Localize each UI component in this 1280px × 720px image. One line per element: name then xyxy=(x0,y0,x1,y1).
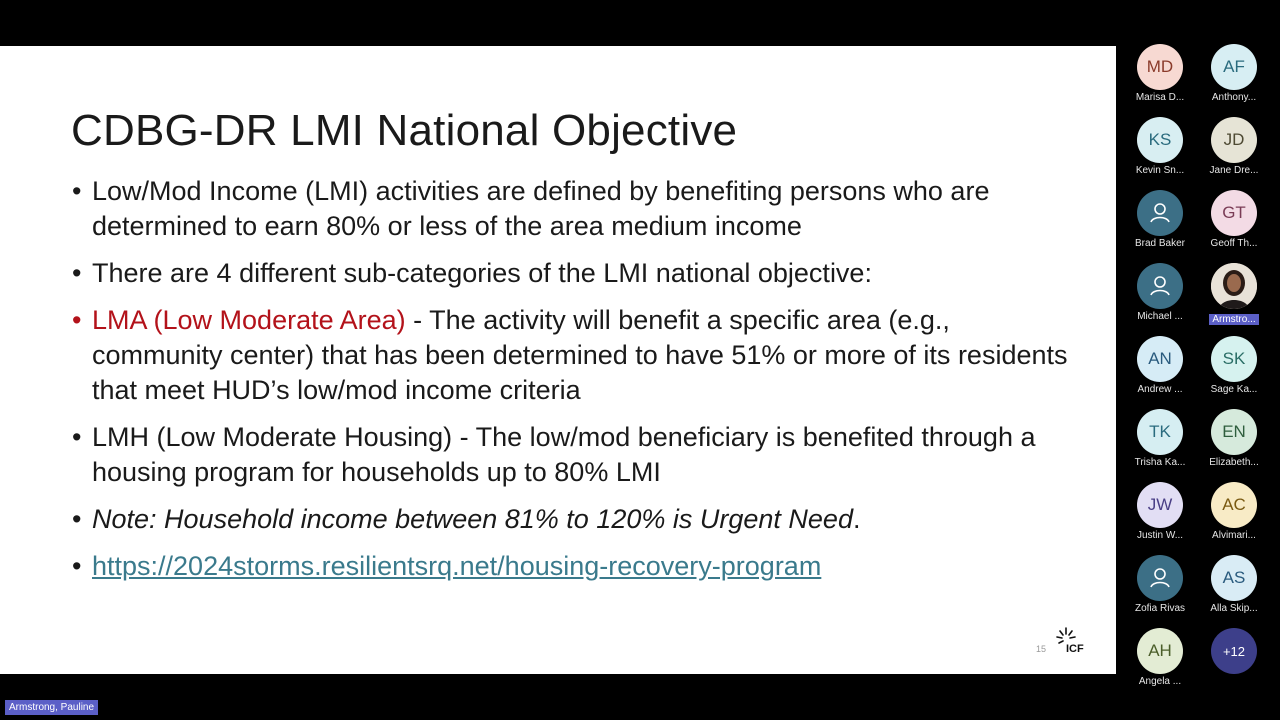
participant-tile[interactable] xyxy=(1124,409,1196,469)
lma-term: LMA (Low Moderate Area) xyxy=(92,305,406,335)
avatar: KS xyxy=(1137,117,1183,163)
participant-name: Anthony... xyxy=(1211,92,1257,103)
participant-name: Andrew ... xyxy=(1137,384,1183,395)
participant-name: Elizabeth... xyxy=(1209,457,1259,468)
avatar-photo xyxy=(1211,263,1257,309)
participant-tile[interactable] xyxy=(1124,263,1196,323)
logo-text: ICF xyxy=(1066,643,1084,654)
bullet-lmi-definition: • Low/Mod Income (LMI) activities are defined by benefiting persons who are determined to earn 80% or less of the area medium income xyxy=(72,174,1072,244)
lma-description: - The activity will benefit a specific area (e.g., community center) that has been determined to have 51% or more of its residents that meet HUD’s low/mod income criteria xyxy=(92,305,1068,405)
participant-tile[interactable] xyxy=(1198,409,1270,469)
avatar: MD xyxy=(1137,44,1183,90)
profile-photo-icon xyxy=(1211,263,1257,309)
participant-name: Alvimari... xyxy=(1212,530,1256,541)
shared-slide xyxy=(0,46,1116,674)
note-text: Note: Household income between 81% to 120% is Urgent Need xyxy=(92,504,853,534)
participant-tile[interactable] xyxy=(1198,482,1270,542)
person-icon xyxy=(1148,566,1172,590)
avatar: AH xyxy=(1137,628,1183,674)
participant-name: Geoff Th... xyxy=(1210,238,1258,249)
bullet-subcategories: • There are 4 different sub-categories of the LMI national objective: xyxy=(72,256,1072,291)
participant-tile[interactable] xyxy=(1198,190,1270,250)
avatar: JD xyxy=(1211,117,1257,163)
participant-name: Brad Baker xyxy=(1134,238,1186,249)
participant-tile[interactable] xyxy=(1124,628,1196,688)
participant-name: Armstro... xyxy=(1209,314,1258,325)
participant-tile[interactable] xyxy=(1124,336,1196,396)
bullet-link xyxy=(72,549,1072,584)
slide-title: CDBG-DR LMI National Objective xyxy=(71,106,738,155)
participant-tile[interactable] xyxy=(1124,482,1196,542)
participant-name: Alla Skip... xyxy=(1210,603,1258,614)
avatar xyxy=(1137,263,1183,309)
bullet-lmh: • LMH (Low Moderate Housing) - The low/mod beneficiary is benefited through a housing program for households up to 80% LMI xyxy=(72,420,1072,490)
participant-name: Zofia Rivas xyxy=(1134,603,1185,614)
avatar: JW xyxy=(1137,482,1183,528)
bullet-lma xyxy=(72,303,1072,408)
participant-tile[interactable] xyxy=(1198,336,1270,396)
bullet-list xyxy=(72,174,1072,596)
more-count: +12 xyxy=(1211,628,1257,674)
avatar: AC xyxy=(1211,482,1257,528)
note-period: . xyxy=(852,504,861,534)
participant-tile[interactable] xyxy=(1198,117,1270,177)
participant-name: Kevin Sn... xyxy=(1135,165,1185,176)
icf-logo xyxy=(1052,626,1088,654)
participant-tile[interactable] xyxy=(1198,44,1270,104)
participant-tile[interactable] xyxy=(1198,555,1270,615)
participant-name: Justin W... xyxy=(1136,530,1184,541)
avatar: EN xyxy=(1211,409,1257,455)
person-icon xyxy=(1148,274,1172,298)
participant-name: Marisa D... xyxy=(1135,92,1185,103)
slide-page-number: 15 xyxy=(1036,644,1047,654)
participant-tile[interactable] xyxy=(1124,44,1196,104)
participant-tile[interactable] xyxy=(1124,555,1196,615)
participant-tile[interactable] xyxy=(1124,117,1196,177)
avatar xyxy=(1137,555,1183,601)
program-link[interactable]: https://2024storms.resilientsrq.net/housing-recovery-program xyxy=(92,551,822,581)
avatar xyxy=(1137,190,1183,236)
participant-tile[interactable] xyxy=(1124,190,1196,250)
avatar: SK xyxy=(1211,336,1257,382)
person-icon xyxy=(1148,201,1172,225)
participant-name: Angela ... xyxy=(1138,676,1182,687)
more-participants-button[interactable] xyxy=(1198,628,1270,688)
bullet-note xyxy=(72,502,1072,537)
participant-name: Trisha Ka... xyxy=(1134,457,1186,468)
presenter-name-label: Armstrong, Pauline xyxy=(5,700,98,715)
avatar: AS xyxy=(1211,555,1257,601)
participant-tile-active-speaker[interactable] xyxy=(1198,263,1270,323)
participant-name: Jane Dre... xyxy=(1209,165,1259,176)
avatar: TK xyxy=(1137,409,1183,455)
participant-name: Michael ... xyxy=(1137,311,1183,322)
avatar: AN xyxy=(1137,336,1183,382)
avatar: GT xyxy=(1211,190,1257,236)
avatar: AF xyxy=(1211,44,1257,90)
participant-name: Sage Ka... xyxy=(1210,384,1258,395)
